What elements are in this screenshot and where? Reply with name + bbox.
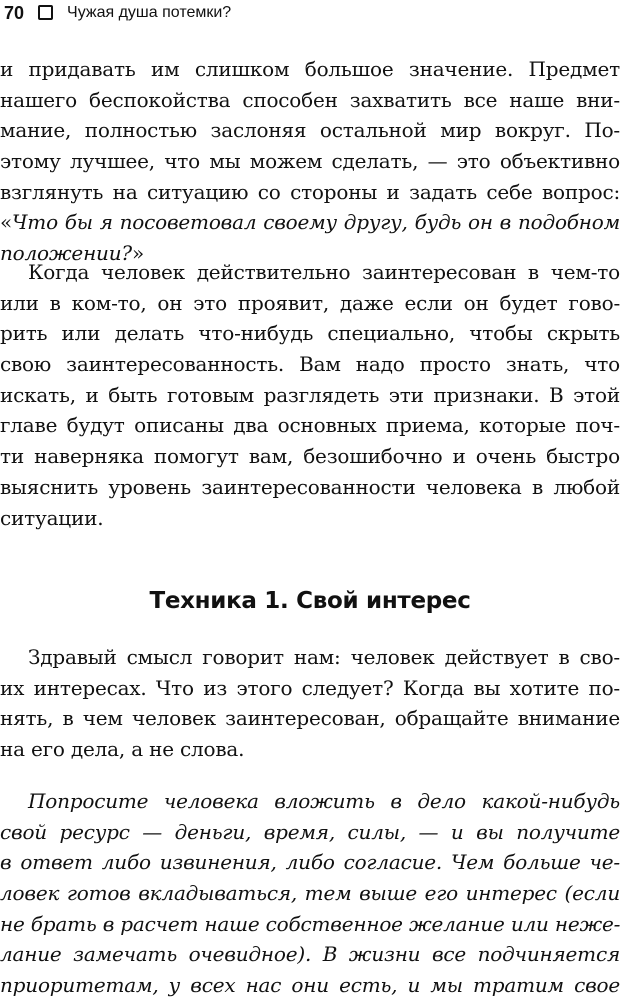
text-line: ти наверняка помогут вам, безошибочно и очень быстро [0, 444, 620, 469]
text-line: Попросите человека вложить в дело какой-нибудь [28, 789, 620, 813]
section-heading: Техника 1. Свой интерес [149, 588, 471, 614]
quoted-question: Что бы я посоветовал своему другу, будь он в подобном [12, 210, 620, 235]
text-line: рить или делать что-нибудь специально, чтобы скрыть [0, 321, 620, 346]
text-line: свою заинтересованность. Вам надо просто знать, что [0, 352, 620, 377]
text-line: Здравый смысл говорит нам: человек действует в сво- [28, 645, 620, 669]
text-line: лание замечать очевидное). В жизни все подчиняется [0, 942, 620, 967]
quoted-question-end: положении? [0, 241, 132, 266]
text-line: искать, и быть готовым разглядеть эти признаки. В этой [0, 382, 620, 407]
square-box-icon [38, 5, 53, 20]
page-number: 70 [4, 2, 25, 23]
text-line: приоритетам, у всех нас они есть, и мы тратим свое [0, 973, 620, 998]
text-line: главе будут описаны два основных приема, которые поч- [0, 413, 620, 438]
paragraph-1 [0, 54, 620, 269]
text-line [0, 207, 620, 238]
text-line: ловек готов вкладываться, тем выше его интерес (если [0, 881, 620, 906]
text-line: не брать в расчет наше собственное желание или неже- [0, 911, 620, 936]
text-line: нашего беспокойства способен захватить все наше вни- [0, 87, 620, 112]
text-line: взглянуть на ситуацию со стороны и задать себе вопрос: [0, 179, 620, 204]
text-line: свой ресурс — деньги, время, силы, — и вы получите [0, 819, 620, 844]
running-head [4, 0, 231, 26]
text-line: их интересах. Что из этого следует? Когда вы хотите по- [0, 675, 620, 700]
text-line: мание, полностью заслоняя остальной мир вокруг. По- [0, 118, 620, 143]
text-line: в ответ либо извинения, либо согласие. Чем больше че- [0, 850, 620, 875]
text-line: или в ком-то, он это проявит, даже если он будет гово- [0, 290, 620, 315]
paragraph-3 [0, 642, 620, 765]
paragraph-2 [0, 257, 620, 533]
quote-close: » [131, 241, 144, 266]
text-line: Когда человек действительно заинтересован в чем-то [28, 260, 620, 284]
text-line: этому лучшее, что мы можем сделать, — это объективно [0, 149, 620, 174]
text-line: выяснить уровень заинтересованности человека в любой [0, 474, 620, 499]
text-line: и придавать им слишком большое значение. Предмет [0, 57, 620, 81]
paragraph-4-italic [0, 786, 620, 1001]
quote-open: « [0, 210, 13, 235]
text-line: ситуации. [0, 505, 104, 530]
book-title: Чужая душа потемки? [67, 4, 232, 21]
text-line: нять, в чем человек заинтересован, обращайте внимание [0, 706, 620, 731]
text-line: на его дела, а не слова. [0, 737, 245, 762]
